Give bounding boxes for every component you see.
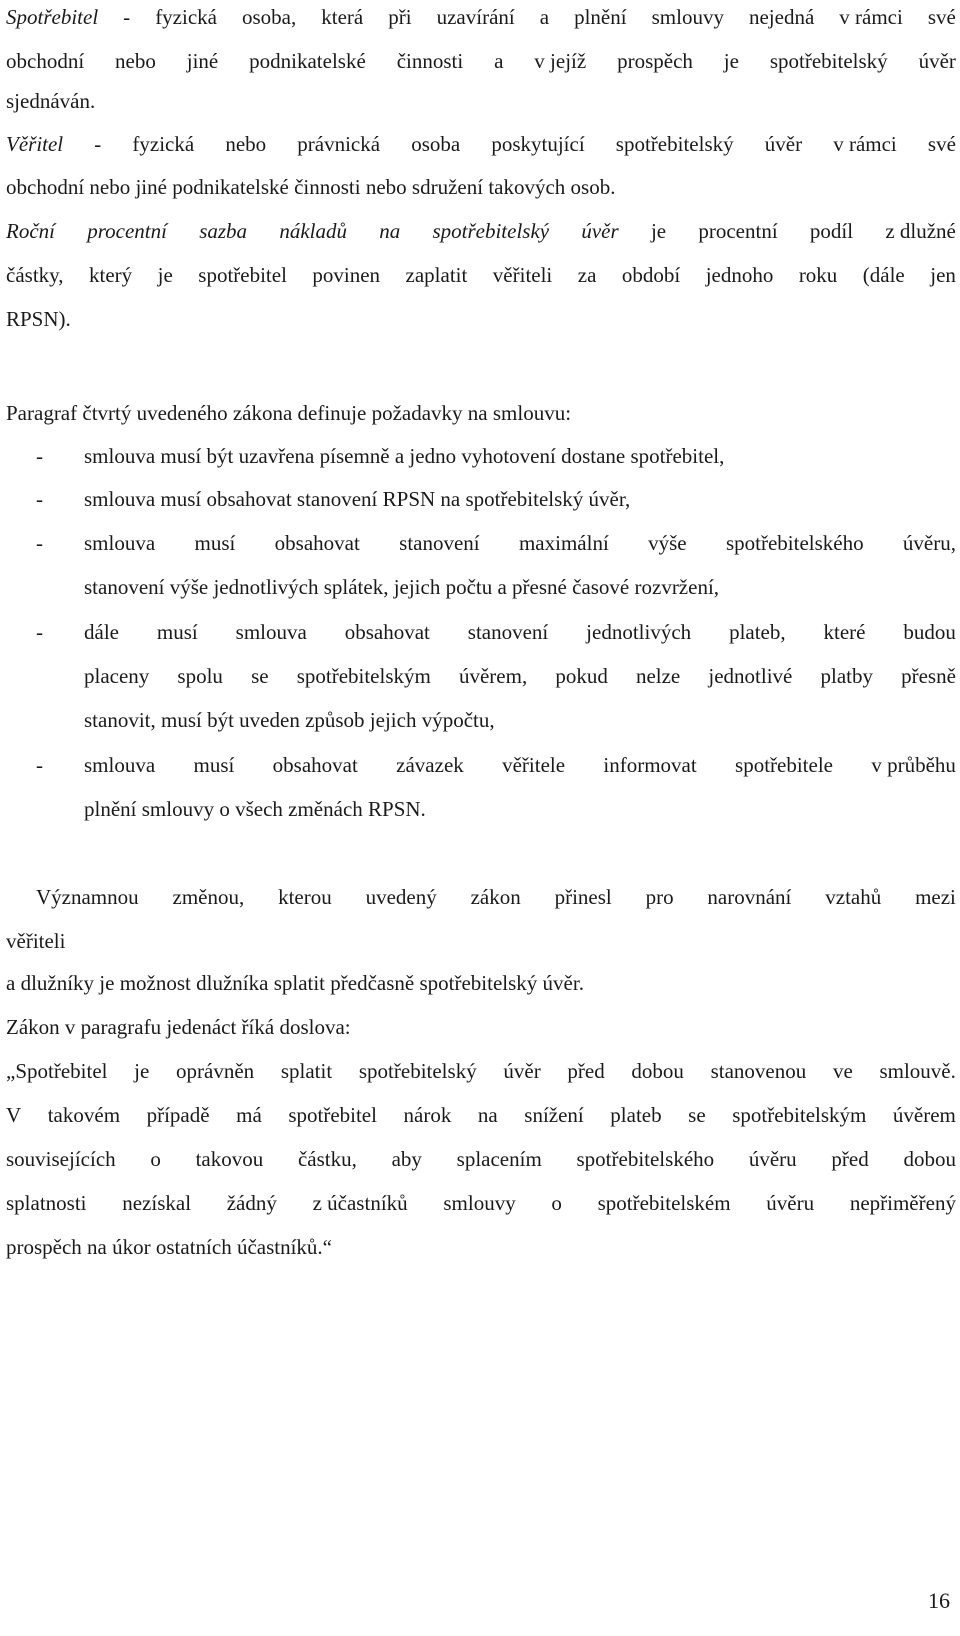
word: obsahovat (274, 531, 360, 555)
word: věřiteli (492, 263, 553, 287)
word: je (723, 49, 739, 73)
definition-spotrebitel-line-2 (6, 46, 956, 76)
defined-term-word: sazba (199, 219, 248, 243)
word: nárok (403, 1103, 452, 1127)
word: úvěru (748, 1147, 797, 1171)
quote-line-3 (6, 1144, 956, 1174)
word: musí (156, 620, 198, 644)
quote-line-4 (6, 1188, 956, 1218)
word: takovou (195, 1147, 264, 1171)
word: a (494, 49, 504, 73)
word: smlouvě. (879, 1059, 956, 1083)
list-dash: - (36, 444, 43, 468)
word: smlouvy (443, 1191, 516, 1215)
word: v jejíž (534, 49, 587, 73)
word: své (927, 5, 956, 29)
word: procentní (698, 219, 778, 243)
word: plateb, (729, 620, 786, 644)
word: osoba, (242, 5, 297, 29)
word: obsahovat (272, 753, 358, 777)
list-dash: - (36, 753, 43, 777)
requirement-item-3-line-2: stanovení výše jednotlivých splátek, jejich počtu a přesné časové rozvržení, (84, 575, 720, 599)
word: vztahů (825, 885, 882, 909)
word: před (567, 1059, 605, 1083)
word: pro (645, 885, 674, 909)
definition-rpsn-line-1 (6, 216, 956, 246)
defined-term-word: úvěr (581, 219, 619, 243)
defined-term-word: procentní (87, 219, 167, 243)
definition-spotrebitel-line-1 (6, 2, 956, 32)
requirement-item-4-line-3: stanovit, musí být uveden způsob jejich výpočtu, (84, 708, 495, 732)
word: osoba (411, 132, 461, 156)
word: maximální (518, 531, 609, 555)
word: za (577, 263, 597, 287)
word: smlouva (235, 620, 307, 644)
word: který (89, 263, 133, 287)
word: prospěch (617, 49, 693, 73)
word: spotřebitelský (358, 1059, 477, 1083)
word: musí (194, 531, 236, 555)
word: obsahovat (344, 620, 430, 644)
definition-rpsn-line-2 (6, 260, 956, 290)
word: plateb (610, 1103, 662, 1127)
document-page (6, 0, 956, 1636)
quote-line-2 (6, 1100, 956, 1130)
word: případě (146, 1103, 210, 1127)
word: budou (903, 620, 956, 644)
word: narovnání (707, 885, 792, 909)
word: stanovení (467, 620, 549, 644)
word: nelze (635, 664, 681, 688)
word: úvěrem, (458, 664, 528, 688)
word: podíl (809, 219, 854, 243)
word: poskytující (491, 132, 585, 156)
word: smlouva (84, 753, 156, 777)
word: obchodní (6, 49, 85, 73)
word: činnosti (396, 49, 464, 73)
word: na (477, 1103, 498, 1127)
word: spotřebitelského (725, 531, 864, 555)
definition-spotrebitel-line-3: sjednáván. (6, 89, 96, 113)
word: fyzická (155, 5, 217, 29)
word: jiné (186, 49, 219, 73)
word: spotřebitele (735, 753, 833, 777)
word: (dále (862, 263, 905, 287)
word: uzavírání (436, 5, 515, 29)
word: nezískal (122, 1191, 192, 1215)
requirement-item-4-line-2 (84, 661, 956, 691)
word: jednotlivých (586, 620, 692, 644)
word: roku (798, 263, 838, 287)
defined-term: Spotřebitel (6, 5, 99, 29)
closing-line-3: a dlužníky je možnost dlužníka splatit předčasně spotřebitelský úvěr. (6, 971, 584, 995)
word: úvěr (503, 1059, 541, 1083)
word: snížení (524, 1103, 584, 1127)
word: Významnou (36, 885, 139, 909)
word: se (688, 1103, 706, 1127)
word: dále (84, 620, 119, 644)
word: fyzická (132, 132, 195, 156)
word: smlouvy (651, 5, 724, 29)
word: ve (832, 1059, 853, 1083)
defined-term: Věřitel (6, 132, 64, 156)
word: spotřebitelský (769, 49, 888, 73)
word: stanovenou (710, 1059, 807, 1083)
word: částku, (297, 1147, 357, 1171)
word: výše (648, 531, 687, 555)
word: musí (193, 753, 235, 777)
word: v rámci (839, 5, 903, 29)
page-number: 16 (928, 1588, 950, 1613)
closing-line-4: Zákon v paragrafu jedenáct říká doslova: (6, 1015, 351, 1039)
word: splatnosti (6, 1191, 87, 1215)
word: jednotlivé (708, 664, 793, 688)
definition-veritel-line-2: obchodní nebo jiné podnikatelské činnosti nebo sdružení takových osob. (6, 175, 616, 199)
word: úvěru (766, 1191, 815, 1215)
defined-term-word: spotřebitelský (432, 219, 550, 243)
word: mezi (915, 885, 956, 909)
word: platby (820, 664, 873, 688)
word: splacením (456, 1147, 542, 1171)
quote-line-5: prospěch na úkor ostatních účastníků.“ (6, 1235, 332, 1259)
word: informovat (603, 753, 697, 777)
defined-term-word: na (379, 219, 401, 243)
word: před (831, 1147, 869, 1171)
word: úvěr (918, 49, 956, 73)
word: jednoho (705, 263, 774, 287)
word: která (321, 5, 364, 29)
list-dash: - (36, 487, 43, 511)
word: takovém (47, 1103, 121, 1127)
word: své (927, 132, 956, 156)
word: spotřebitelský (615, 132, 734, 156)
word: při (388, 5, 412, 29)
word: částky, (6, 263, 64, 287)
word: oprávněn (176, 1059, 255, 1083)
word: spotřebitel (198, 263, 287, 287)
word: placeny (84, 664, 150, 688)
list-dash: - (36, 620, 43, 644)
word: úvěrem (892, 1103, 956, 1127)
word: žádný (226, 1191, 277, 1215)
word: spotřebitelského (576, 1147, 715, 1171)
word: spotřebitelským (296, 664, 431, 688)
word: věřitele (502, 753, 566, 777)
word: úvěru, (902, 531, 956, 555)
word: přesně (901, 664, 956, 688)
word: a (539, 5, 550, 29)
word: má (236, 1103, 262, 1127)
word: nebo (225, 132, 267, 156)
word: smlouva (84, 531, 156, 555)
word: o (551, 1191, 562, 1215)
word: V (6, 1103, 22, 1127)
word: - (123, 5, 131, 29)
requirement-item-1: smlouva musí být uzavřena písemně a jedno vyhotovení dostane spotřebitel, (84, 444, 725, 468)
word: splatit (280, 1059, 333, 1083)
word: aby (391, 1147, 422, 1171)
word: změnou, (172, 885, 245, 909)
word: podnikatelské (249, 49, 366, 73)
quote-line-1 (6, 1056, 956, 1086)
word: zaplatit (405, 263, 468, 287)
word: právnická (297, 132, 381, 156)
word: nepřiměřený (849, 1191, 956, 1215)
definition-veritel-line-1 (6, 129, 956, 159)
definition-rpsn-line-3: RPSN). (6, 307, 71, 331)
word: plnění (574, 5, 627, 29)
word: z dlužné (885, 219, 956, 243)
requirement-item-3-line-1 (84, 528, 956, 558)
defined-term-word: nákladů (279, 219, 347, 243)
word: spotřebitelským (732, 1103, 867, 1127)
word: nebo (115, 49, 156, 73)
word: povinen (312, 263, 381, 287)
word: stanovení (399, 531, 480, 555)
word: pokud (555, 664, 608, 688)
word: „Spotřebitel (6, 1059, 108, 1083)
word: nejedná (748, 5, 815, 29)
word: které (823, 620, 866, 644)
word: - (94, 132, 102, 156)
word: úvěr (764, 132, 803, 156)
closing-line-1 (36, 882, 956, 912)
word: v rámci (833, 132, 897, 156)
word: dobou (631, 1059, 684, 1083)
word: spotřebitel (288, 1103, 377, 1127)
word: v průběhu (871, 753, 956, 777)
word: se (251, 664, 269, 688)
closing-line-2: věřiteli (6, 929, 66, 953)
word: závazek (396, 753, 464, 777)
list-dash: - (36, 531, 43, 555)
word: přinesl (554, 885, 612, 909)
requirement-item-5-line-2: plnění smlouvy o všech změnách RPSN. (84, 797, 426, 821)
word: spotřebitelském (597, 1191, 731, 1215)
word: souvisejících (6, 1147, 116, 1171)
word: je (157, 263, 173, 287)
defined-term-word: Roční (6, 219, 55, 243)
word: dobou (903, 1147, 956, 1171)
word: z účastníků (312, 1191, 408, 1215)
requirement-item-2: smlouva musí obsahovat stanovení RPSN na spotřebitelský úvěr, (84, 487, 631, 511)
word: kterou (278, 885, 332, 909)
word: jen (930, 263, 956, 287)
word: je (650, 219, 667, 243)
word: je (134, 1059, 150, 1083)
word: uvedený (365, 885, 437, 909)
requirement-item-4-line-1 (84, 617, 956, 647)
paragraph4-intro: Paragraf čtvrtý uvedeného zákona definuje požadavky na smlouvu: (6, 401, 572, 425)
requirement-item-5-line-1 (84, 750, 956, 780)
word: období (621, 263, 681, 287)
word: spolu (177, 664, 223, 688)
word: zákon (470, 885, 521, 909)
word: o (150, 1147, 161, 1171)
